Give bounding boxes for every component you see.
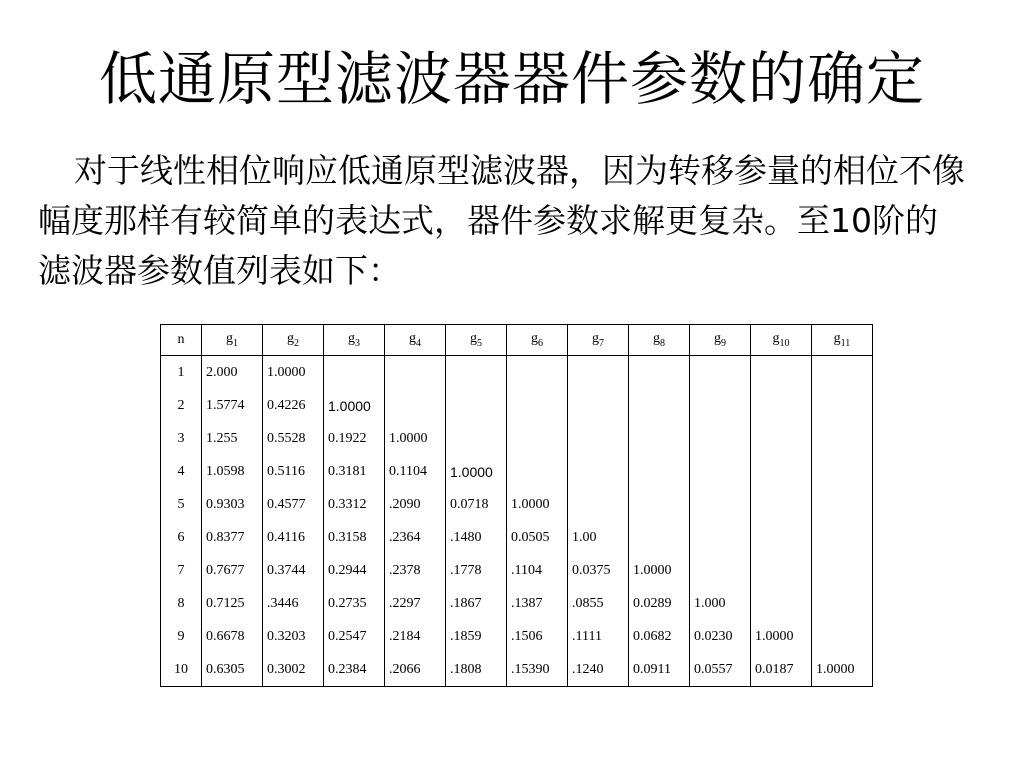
parameter-cell xyxy=(629,356,690,390)
table-header-row xyxy=(161,325,873,356)
parameter-cell: 1.255 xyxy=(202,422,263,455)
parameter-cell xyxy=(751,389,812,422)
parameter-cell: 0.3181 xyxy=(324,455,385,488)
column-header-subscript: 6 xyxy=(538,337,543,349)
parameter-cell xyxy=(507,455,568,488)
table-row xyxy=(161,587,873,620)
column-header-g5 xyxy=(446,325,507,356)
parameter-cell: .1480 xyxy=(446,521,507,554)
parameter-cell xyxy=(568,455,629,488)
table-row xyxy=(161,356,873,390)
column-header-subscript: 7 xyxy=(599,337,604,349)
lowpass-prototype-parameter-table xyxy=(160,324,873,687)
parameter-cell xyxy=(751,455,812,488)
parameter-cell xyxy=(385,389,446,422)
body-paragraph: 对于线性相位响应低通原型滤波器，因为转移参量的相位不像幅度那样有较简单的表达式，器件参数求解更复杂。至10阶的滤波器参数值列表如下： xyxy=(38,151,965,290)
column-header-symbol: g xyxy=(409,331,416,347)
column-header-subscript: 11 xyxy=(840,337,851,349)
parameter-cell: 0.1104 xyxy=(385,455,446,488)
column-header-symbol: g xyxy=(653,331,660,347)
parameter-cell: 0.9303 xyxy=(202,488,263,521)
column-header-symbol: g xyxy=(592,331,599,347)
parameter-cell xyxy=(812,389,873,422)
table-row xyxy=(161,389,873,422)
parameter-cell: 0.2735 xyxy=(324,587,385,620)
parameter-cell xyxy=(751,521,812,554)
parameter-cell xyxy=(751,587,812,620)
parameter-cell: .1808 xyxy=(446,653,507,687)
column-header-symbol: n xyxy=(177,332,185,347)
parameter-cell xyxy=(751,554,812,587)
column-header-symbol: g xyxy=(348,331,355,347)
order-cell: 6 xyxy=(161,521,202,554)
table-row xyxy=(161,422,873,455)
column-header-subscript: 4 xyxy=(416,337,421,349)
column-header-g4 xyxy=(385,325,446,356)
parameter-cell: 0.0911 xyxy=(629,653,690,687)
parameter-cell: 0.2547 xyxy=(324,620,385,653)
parameter-cell xyxy=(690,422,751,455)
parameter-cell xyxy=(629,389,690,422)
column-header-symbol: g xyxy=(833,331,841,347)
parameter-cell: 2.000 xyxy=(202,356,263,390)
parameter-cell xyxy=(568,356,629,390)
parameter-cell: 1.0000 xyxy=(385,422,446,455)
parameter-cell: 0.6305 xyxy=(202,653,263,687)
parameter-cell: .1240 xyxy=(568,653,629,687)
column-header-g7 xyxy=(568,325,629,356)
table-row xyxy=(161,620,873,653)
table-row xyxy=(161,653,873,687)
order-cell: 3 xyxy=(161,422,202,455)
slide-title: 低通原型滤波器器件参数的确定 xyxy=(98,45,925,113)
parameter-cell xyxy=(812,422,873,455)
column-header-g10 xyxy=(751,325,812,356)
column-header-symbol: g xyxy=(531,331,538,347)
parameter-cell xyxy=(690,554,751,587)
parameter-cell: 0.7677 xyxy=(202,554,263,587)
parameter-cell: .1778 xyxy=(446,554,507,587)
column-header-symbol: g xyxy=(714,331,721,347)
parameter-cell: 1.0000 xyxy=(263,356,324,390)
parameter-cell xyxy=(812,455,873,488)
order-cell: 1 xyxy=(161,356,202,390)
order-cell: 2 xyxy=(161,389,202,422)
parameter-cell: 1.5774 xyxy=(202,389,263,422)
parameter-cell xyxy=(385,356,446,390)
parameter-cell xyxy=(690,521,751,554)
order-cell: 5 xyxy=(161,488,202,521)
table-body xyxy=(161,356,873,687)
parameter-cell: .1387 xyxy=(507,587,568,620)
parameter-cell: 0.3312 xyxy=(324,488,385,521)
order-cell: 7 xyxy=(161,554,202,587)
order-cell: 4 xyxy=(161,455,202,488)
column-header-subscript: 9 xyxy=(721,337,726,349)
parameter-cell xyxy=(751,356,812,390)
parameter-cell: .15390 xyxy=(507,653,568,687)
column-header-g3 xyxy=(324,325,385,356)
order-cell: 10 xyxy=(161,653,202,687)
parameter-cell: 0.0505 xyxy=(507,521,568,554)
table-row xyxy=(161,521,873,554)
parameter-cell: 1.0000 xyxy=(324,389,385,422)
parameter-cell xyxy=(568,389,629,422)
parameter-cell xyxy=(507,389,568,422)
order-cell: 8 xyxy=(161,587,202,620)
parameter-cell: 0.2944 xyxy=(324,554,385,587)
parameter-cell xyxy=(446,389,507,422)
table-row xyxy=(161,455,873,488)
parameter-cell xyxy=(690,488,751,521)
parameter-cell xyxy=(690,389,751,422)
parameter-cell: .2364 xyxy=(385,521,446,554)
parameter-cell: .1859 xyxy=(446,620,507,653)
parameter-cell: 0.0682 xyxy=(629,620,690,653)
parameter-cell: .2066 xyxy=(385,653,446,687)
column-header-subscript: 10 xyxy=(779,337,790,349)
column-header-symbol: g xyxy=(772,331,780,347)
parameter-cell xyxy=(446,422,507,455)
column-header-g11 xyxy=(812,325,873,356)
parameter-cell xyxy=(446,356,507,390)
parameter-cell: 0.6678 xyxy=(202,620,263,653)
parameter-cell xyxy=(751,422,812,455)
parameter-cell: 0.4226 xyxy=(263,389,324,422)
column-header-n xyxy=(161,325,202,356)
column-header-g2 xyxy=(263,325,324,356)
parameter-cell xyxy=(812,488,873,521)
parameter-cell: 0.4116 xyxy=(263,521,324,554)
parameter-cell: 0.3744 xyxy=(263,554,324,587)
parameter-cell: 0.0375 xyxy=(568,554,629,587)
order-cell: 9 xyxy=(161,620,202,653)
column-header-subscript: 8 xyxy=(660,337,665,349)
parameter-cell: 0.1922 xyxy=(324,422,385,455)
parameter-cell: 0.0557 xyxy=(690,653,751,687)
parameter-cell xyxy=(629,422,690,455)
parameter-cell: .2297 xyxy=(385,587,446,620)
parameter-cell: 0.2384 xyxy=(324,653,385,687)
parameter-cell xyxy=(751,488,812,521)
parameter-cell: 1.000 xyxy=(690,587,751,620)
table-header xyxy=(161,325,873,356)
parameter-cell xyxy=(690,455,751,488)
parameter-cell: .2184 xyxy=(385,620,446,653)
parameter-cell xyxy=(629,488,690,521)
parameter-cell: .2378 xyxy=(385,554,446,587)
column-header-g9 xyxy=(690,325,751,356)
parameter-table-container xyxy=(160,324,873,687)
column-header-symbol: g xyxy=(226,331,233,347)
parameter-cell: 1.0000 xyxy=(507,488,568,521)
parameter-cell: .0855 xyxy=(568,587,629,620)
parameter-cell: .1111 xyxy=(568,620,629,653)
parameter-cell: .3446 xyxy=(263,587,324,620)
parameter-cell: 1.0000 xyxy=(629,554,690,587)
parameter-cell xyxy=(568,488,629,521)
parameter-cell xyxy=(507,356,568,390)
parameter-cell: 0.4577 xyxy=(263,488,324,521)
parameter-cell: 0.3002 xyxy=(263,653,324,687)
parameter-cell xyxy=(629,521,690,554)
parameter-cell: 0.3203 xyxy=(263,620,324,653)
parameter-cell: 1.0000 xyxy=(751,620,812,653)
parameter-cell: 0.5116 xyxy=(263,455,324,488)
parameter-cell: 0.3158 xyxy=(324,521,385,554)
column-header-subscript: 2 xyxy=(294,337,299,349)
parameter-cell: 0.8377 xyxy=(202,521,263,554)
parameter-cell: 1.00 xyxy=(568,521,629,554)
parameter-cell xyxy=(812,587,873,620)
column-header-symbol: g xyxy=(470,331,477,347)
parameter-cell xyxy=(812,554,873,587)
column-header-g1 xyxy=(202,325,263,356)
parameter-cell xyxy=(324,356,385,390)
column-header-g8 xyxy=(629,325,690,356)
parameter-cell xyxy=(812,620,873,653)
column-header-subscript: 5 xyxy=(477,337,482,349)
parameter-cell: 1.0598 xyxy=(202,455,263,488)
column-header-subscript: 1 xyxy=(233,337,238,349)
parameter-cell: .1104 xyxy=(507,554,568,587)
parameter-cell: 0.5528 xyxy=(263,422,324,455)
parameter-cell: 0.0289 xyxy=(629,587,690,620)
table-row xyxy=(161,488,873,521)
parameter-cell: 0.0718 xyxy=(446,488,507,521)
parameter-cell xyxy=(812,521,873,554)
parameter-cell xyxy=(507,422,568,455)
parameter-cell xyxy=(690,356,751,390)
parameter-cell: .1867 xyxy=(446,587,507,620)
parameter-cell: 1.0000 xyxy=(812,653,873,687)
column-header-symbol: g xyxy=(287,331,294,347)
parameter-cell: 0.0187 xyxy=(751,653,812,687)
parameter-cell: 0.7125 xyxy=(202,587,263,620)
column-header-g6 xyxy=(507,325,568,356)
parameter-cell xyxy=(812,356,873,390)
parameter-cell: 1.0000 xyxy=(446,455,507,488)
column-header-subscript: 3 xyxy=(355,337,360,349)
table-row xyxy=(161,554,873,587)
parameter-cell: .2090 xyxy=(385,488,446,521)
parameter-cell: 0.0230 xyxy=(690,620,751,653)
parameter-cell: .1506 xyxy=(507,620,568,653)
parameter-cell xyxy=(568,422,629,455)
parameter-cell xyxy=(629,455,690,488)
